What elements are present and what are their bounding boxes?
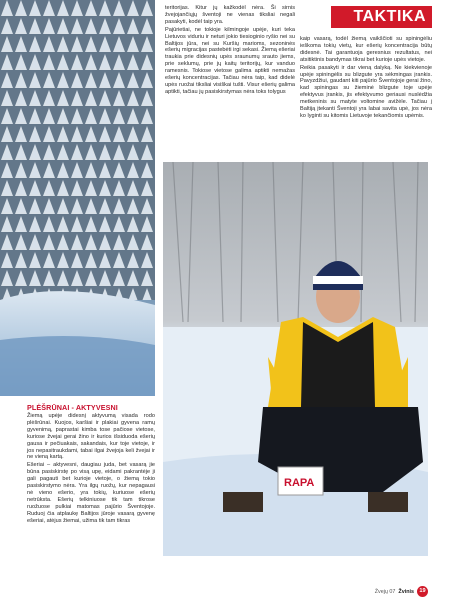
page-number: 19 <box>417 586 428 597</box>
footer-magazine: Žvinis <box>398 588 414 595</box>
page-footer <box>375 586 428 597</box>
paragraph: kaip vasarą, todėl žiemą vaikščioti su spiningėliu ieškoma tokių vietų, kur ešerių koncentracija būtų didesnė. Tai garantuoja geresnius rezultatus, nei atsitiktinis bandymas tikrai bet kurioje upės vietoje. <box>300 36 432 63</box>
footer-issue: Žvejų 07 <box>374 588 396 595</box>
article-column-3 <box>27 413 155 525</box>
section-tag: TAKTIKA <box>331 6 432 28</box>
winter-forest-photo <box>0 0 155 396</box>
paragraph: Reikia pasakyti ir dar vieną dalyką. Ne kiekvienoje upėje spiningėlis su blizgute yra sėkmingas įrankis. Pavyzdžiui, gaudant kiti pajūrio Šventojoje gerai žino, kad spiningas su žieminė blizgute toje upėje efektyvus įrankis, jis efektyvumo geriausi nuslėdžia metkeninis su matyte voltomine avižėle. Tačiau į Baltiją įtekanti Šventoji yra labai savita upė, jos nėra ko lyginti su kitomis Lietuvoje tekančiomis upėmis. <box>300 64 432 119</box>
paragraph: Ešeriai – aktyvesni, daugiau juda, bet vasarą jie būna pasiskirstę po visą upę, eidami pakrantėje ji gali pagauti bet kurioje vietoje, o žiemą tokio pasiskirstymo nėra. Yra ilgų ruožų, kur nepagausi nė vieno ešerio, yra tokių, kuriuose ešerių netrūksta. Ešerių telkiniuose tik tam tikrose ruožuose pulkiai matomas pajūrio Šventojoje. Ruduoj čia atplaukę Baltijos jūroje vasarą gyvenę ešeriai, atėjus žiemai, užima tik tam tikras <box>27 462 155 524</box>
ice-fisher-photo <box>163 162 428 556</box>
section-subheading: PLĖŠRŪNAI - AKTYVESNI <box>27 403 118 412</box>
article-column-2 <box>300 36 432 120</box>
paragraph: teritorijas. Kitur jų kažkodėl nėra. Ši sirnis žvejojančiųjų šventoji ne vienas tiksliai negali pasakyti, kodėl taip yra. <box>165 5 295 25</box>
svg-text:RAPA: RAPA <box>284 477 315 489</box>
article-column-1 <box>165 5 295 96</box>
paragraph: Žiemą upėje didesnį aktyvumą visada rodo plėšrūnai. Kuojos, karšiai ir plakiai gyvena ramų gyvenimą, paprastai kimba tose pačiose vietose, kuriose žvejai gerai žino ir kurios išsiduoda ešerių gausa ir pečiuakais, sakandais, kur toje vietoje, ir jos nepasitraukdami, tabai ilgai žvejoja keli žvejai ir ne vieną kartą. <box>27 413 155 461</box>
paragraph: Pajūrietiai, ne tokioje kilmingoje upėje, kuri teka Lietuvos viduriu ir neturi jokio tiesioginio ryšio nei su Baltijos jūra, nei su Kuršių marioms, sezoninės ešerių migracijas pastebėti irgi sekasi. Žiemą ešeriai traukia prie didesnių upės sraunumų srauto jiems, prie seklumų, prie jų kaitų teritorijų, kur vanduo ramesnis. Tokiose vietose galima aptikti nemažas ešerių koncentracijas. Tačiau nėra taip, kad didelė upės ruožai tiksliai visiškai tušti. Visur ešerių galima aptikti, tačiau jų pasiskirstymas nėra toks tolygus <box>165 26 295 95</box>
